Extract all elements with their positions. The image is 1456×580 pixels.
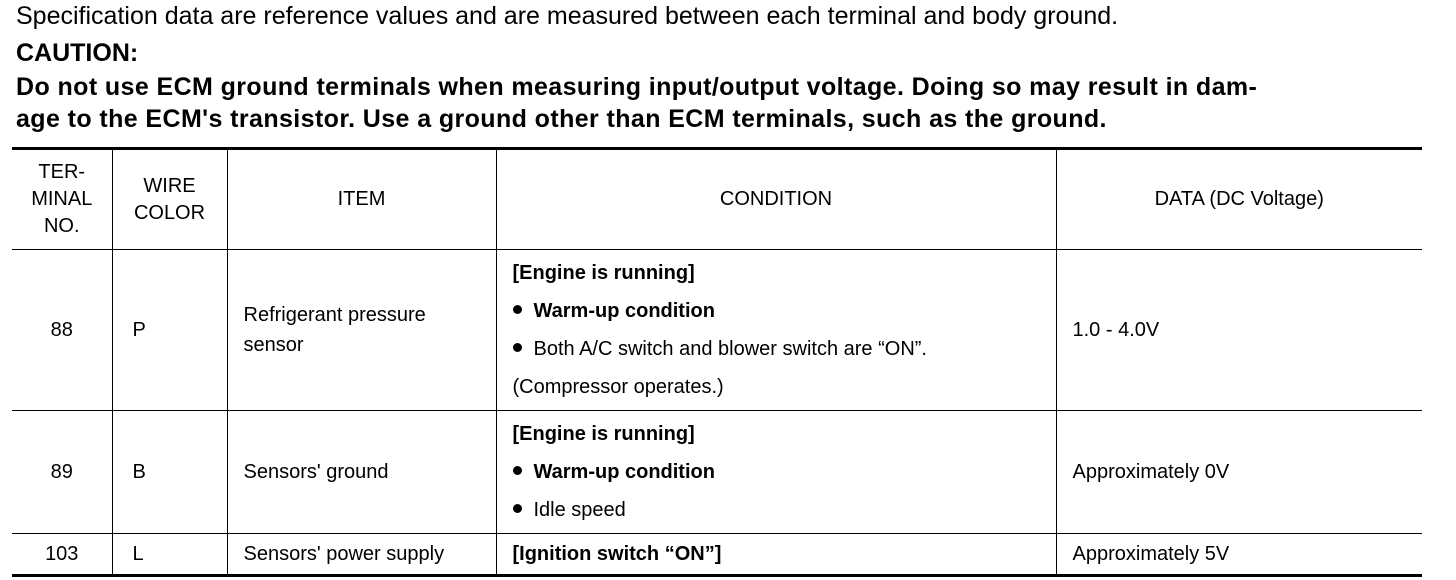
terminal-number: 89	[12, 411, 112, 534]
bullet-icon	[513, 466, 522, 475]
condition-note: (Compressor operates.)	[512, 376, 724, 398]
terminal-number: 88	[12, 250, 112, 411]
wire-color: L	[112, 534, 227, 576]
caution-line-1: Do not use ECM ground terminals when measuring input/output voltage. Doing so may result in dam-	[16, 73, 1258, 101]
table-header-row	[12, 149, 1422, 250]
condition-cell	[496, 411, 1056, 534]
condition-bullet: Both A/C switch and blower switch are “ON”.	[513, 330, 1056, 368]
table-row	[12, 534, 1422, 576]
terminal-spec-table	[12, 147, 1422, 577]
bullet-icon	[513, 504, 522, 513]
header-terminal-no: TER- MINAL NO.	[12, 149, 112, 250]
table-row	[12, 411, 1422, 534]
header-wire-color: WIRE COLOR	[112, 149, 227, 250]
condition-header: [Ignition switch “ON”]	[512, 542, 722, 565]
condition-header: [Engine is running]	[512, 262, 695, 284]
bullet-icon	[513, 305, 522, 314]
condition-bullet: Warm-up condition	[513, 292, 1056, 330]
condition-cell	[496, 250, 1056, 411]
data-value: Approximately 0V	[1056, 411, 1422, 534]
condition-bullet: Idle speed	[513, 491, 1056, 529]
header-data: DATA (DC Voltage)	[1056, 149, 1422, 250]
intro-text: Specification data are reference values and are measured between each terminal and body ground.	[16, 2, 1119, 30]
wire-color: P	[112, 250, 227, 411]
caution-title: CAUTION:	[16, 39, 139, 67]
terminal-number: 103	[12, 534, 112, 576]
header-condition: CONDITION	[496, 149, 1056, 250]
caution-line-2: age to the ECM's transistor. Use a ground other than ECM terminals, such as the ground.	[16, 105, 1107, 133]
header-item: ITEM	[227, 149, 496, 250]
wire-color: B	[112, 411, 227, 534]
condition-cell	[496, 534, 1056, 576]
item-name: Sensors' power supply	[227, 534, 496, 576]
item-name: Sensors' ground	[227, 411, 496, 534]
data-value: 1.0 - 4.0V	[1056, 250, 1422, 411]
item-name: Refrigerant pressure sensor	[227, 250, 496, 411]
bullet-icon	[513, 343, 522, 352]
condition-bullet: Warm-up condition	[513, 453, 1056, 491]
condition-header: [Engine is running]	[512, 423, 695, 445]
table-row	[12, 250, 1422, 411]
data-value: Approximately 5V	[1056, 534, 1422, 576]
caution-body	[16, 71, 1426, 135]
